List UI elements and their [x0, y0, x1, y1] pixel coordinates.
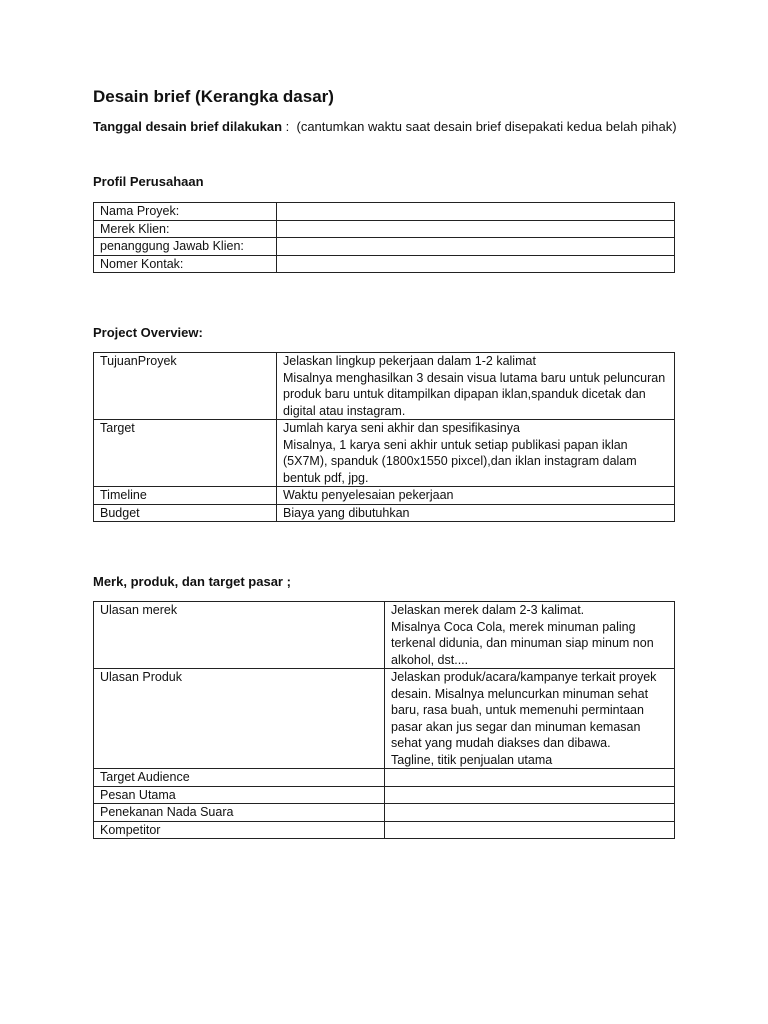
date-separator: :	[282, 119, 297, 134]
table-row	[94, 220, 675, 238]
profil-value-cell	[277, 255, 675, 273]
profil-label-cell: penanggung Jawab Klien:	[94, 238, 277, 256]
merk-label-cell: Ulasan Produk	[94, 669, 385, 769]
profil-label-cell: Merek Klien:	[94, 220, 277, 238]
table-row	[94, 420, 675, 487]
overview-value-cell: Jumlah karya seni akhir dan spesifikasinya Misalnya, 1 karya seni akhir untuk setiap publikasi papan iklan (5X7M), spanduk (1800x1550 pixcel),dan iklan instagram dalam bentuk pdf, jpg.	[277, 420, 675, 487]
profil-heading: Profil Perusahaan	[93, 174, 204, 189]
merk-label-cell: Target Audience	[94, 769, 385, 787]
merk-label-cell: Ulasan merek	[94, 602, 385, 669]
date-note: (cantumkan waktu saat desain brief disepakati kedua belah pihak)	[296, 119, 677, 134]
profil-value-cell	[277, 238, 675, 256]
table-row	[94, 669, 675, 769]
date-label: Tanggal desain brief dilakukan	[93, 119, 283, 134]
merk-value-cell: Jelaskan merek dalam 2-3 kalimat. Misalnya Coca Cola, merek minuman paling terkenal didunia, dan minuman siap minum non alkohol, dst....	[385, 602, 675, 669]
document-title: Desain brief (Kerangka dasar)	[93, 87, 334, 106]
merk-value-cell	[385, 804, 675, 822]
table-row	[94, 804, 675, 822]
table-row	[94, 353, 675, 420]
overview-label-cell: TujuanProyek	[94, 353, 277, 420]
table-row	[94, 602, 675, 669]
profil-value-cell	[277, 203, 675, 221]
table-row	[94, 504, 675, 522]
merk-label-cell: Kompetitor	[94, 821, 385, 839]
overview-label-cell: Budget	[94, 504, 277, 522]
overview-label-cell: Timeline	[94, 487, 277, 505]
table-row	[94, 821, 675, 839]
profil-label-cell: Nomer Kontak:	[94, 255, 277, 273]
table-row	[94, 203, 675, 221]
overview-label-cell: Target	[94, 420, 277, 487]
table-row	[94, 487, 675, 505]
profil-label-cell: Nama Proyek:	[94, 203, 277, 221]
merk-label-cell: Pesan Utama	[94, 786, 385, 804]
overview-table	[93, 352, 675, 522]
merk-value-cell	[385, 821, 675, 839]
merk-value-cell	[385, 769, 675, 787]
merk-value-cell: Jelaskan produk/acara/kampanye terkait proyek desain. Misalnya meluncurkan minuman sehat baru, rasa buah, untuk memenuhi permintaan pasar akan jus segar dan minuman kemasan sehat yang mudah diakses dan dibawa. Tagline, titik penjualan utama	[385, 669, 675, 769]
overview-value-cell: Jelaskan lingkup pekerjaan dalam 1-2 kalimat Misalnya menghasilkan 3 desain visua lutama baru untuk peluncuran produk baru untuk ditampilkan dipapan iklan,spanduk dicetak dan digital atau instagram.	[277, 353, 675, 420]
table-row	[94, 769, 675, 787]
table-row	[94, 255, 675, 273]
table-row	[94, 238, 675, 256]
overview-value-cell: Waktu penyelesaian pekerjaan	[277, 487, 675, 505]
overview-value-cell: Biaya yang dibutuhkan	[277, 504, 675, 522]
merk-value-cell	[385, 786, 675, 804]
profil-table	[93, 202, 675, 273]
merk-heading: Merk, produk, dan target pasar ;	[93, 574, 291, 589]
date-line	[93, 119, 677, 134]
table-row	[94, 786, 675, 804]
merk-label-cell: Penekanan Nada Suara	[94, 804, 385, 822]
overview-heading: Project Overview:	[93, 325, 203, 340]
merk-table	[93, 601, 675, 839]
profil-value-cell	[277, 220, 675, 238]
